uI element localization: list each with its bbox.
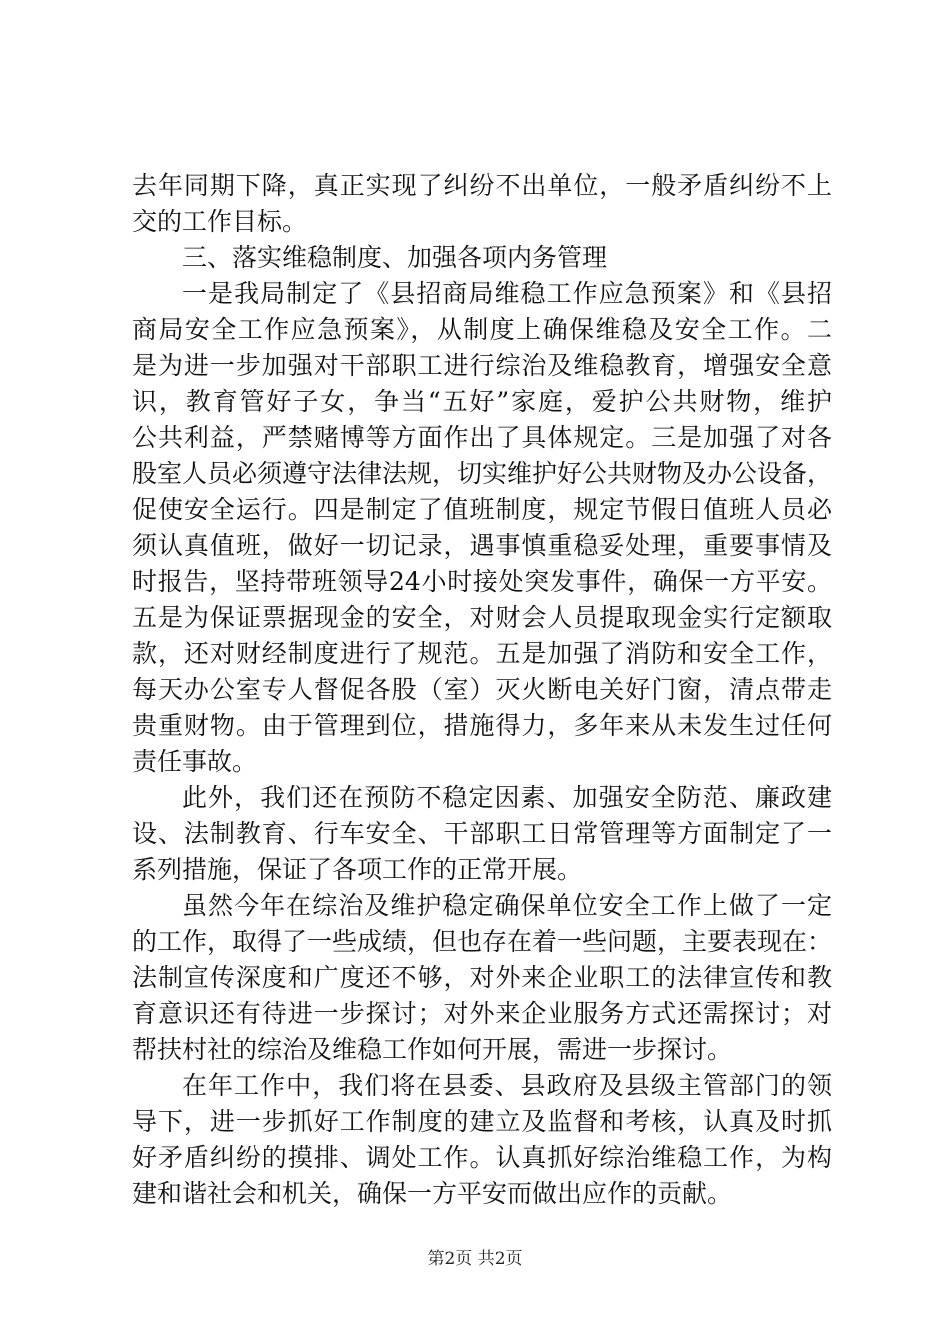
text-line: 每天办公室专人督促各股（室）灭火断电关好门窗，清点带走: [132, 675, 832, 704]
text-line: 促使安全运行。四是制定了值班制度，规定节假日值班人员必: [132, 495, 832, 524]
text-line: 的工作，取得了一些成绩，但也存在着一些问题，主要表现在：: [132, 927, 833, 956]
text-line: 商局安全工作应急预案》，从制度上确保维稳及安全工作。二: [132, 315, 832, 344]
text-line: 虽然今年在综治及维护稳定确保单位安全工作上做了一定: [182, 891, 832, 920]
text-line: 帮扶村社的综治及维稳工作如何开展，需进一步探讨。: [132, 1035, 733, 1064]
text-line: 在年工作中，我们将在县委、县政府及县级主管部门的领: [182, 1071, 832, 1100]
text-line: 交的工作目标。: [132, 207, 308, 236]
text-line: 此外，我们还在预防不稳定因素、加强安全防范、廉政建: [182, 783, 832, 812]
text-line: 公共利益，严禁赌博等方面作出了具体规定。三是加强了对各: [132, 423, 832, 452]
text-line: 识，教育管好子女，争当“五好”家庭，爱护公共财物，维护: [132, 387, 832, 416]
text-line: 股室人员必须遵守法律法规，切实维护好公共财物及办公设备，: [132, 459, 833, 488]
page-number-footer: 第2页 共2页: [427, 1249, 523, 1269]
text-line: 育意识还有待进一步探讨；对外来企业服务方式还需探讨；对: [132, 999, 832, 1028]
text-line: 法制宣传深度和广度还不够，对外来企业职工的法律宣传和教: [132, 963, 832, 992]
document-body: [132, 168, 832, 1212]
text-line: 设、法制教育、行车安全、干部职工日常管理等方面制定了一: [132, 819, 832, 848]
text-line: 贵重财物。由于管理到位，措施得力，多年来从未发生过任何: [132, 711, 832, 740]
text-line: 系列措施，保证了各项工作的正常开展。: [132, 855, 583, 884]
text-line: 一是我局制定了《县招商局维稳工作应急预案》和《县招: [182, 279, 832, 308]
text-line: 导下，进一步抓好工作制度的建立及监督和考核，认真及时抓: [132, 1107, 832, 1136]
text-line: 好矛盾纠纷的摸排、调处工作。认真抓好综治维稳工作，为构: [132, 1143, 832, 1172]
text-line: 时报告，坚持带班领导24小时接处突发事件，确保一方平安。: [132, 567, 832, 596]
text-line: 建和谐社会和机关，确保一方平安而做出应作的贡献。: [132, 1179, 733, 1208]
text-line: 是为进一步加强对干部职工进行综治及维稳教育，增强安全意: [132, 351, 832, 380]
text-line: 须认真值班，做好一切记录，遇事慎重稳妥处理，重要事情及: [132, 531, 832, 560]
section-heading: 三、落实维稳制度、加强各项内务管理: [182, 243, 608, 272]
text-line: 去年同期下降，真正实现了纠纷不出单位，一般矛盾纠纷不上: [132, 171, 832, 200]
text-line: 责任事故。: [132, 747, 258, 776]
text-line: 五是为保证票据现金的安全，对财会人员提取现金实行定额取: [132, 603, 832, 632]
text-line: 款，还对财经制度进行了规范。五是加强了消防和安全工作，: [132, 639, 832, 668]
